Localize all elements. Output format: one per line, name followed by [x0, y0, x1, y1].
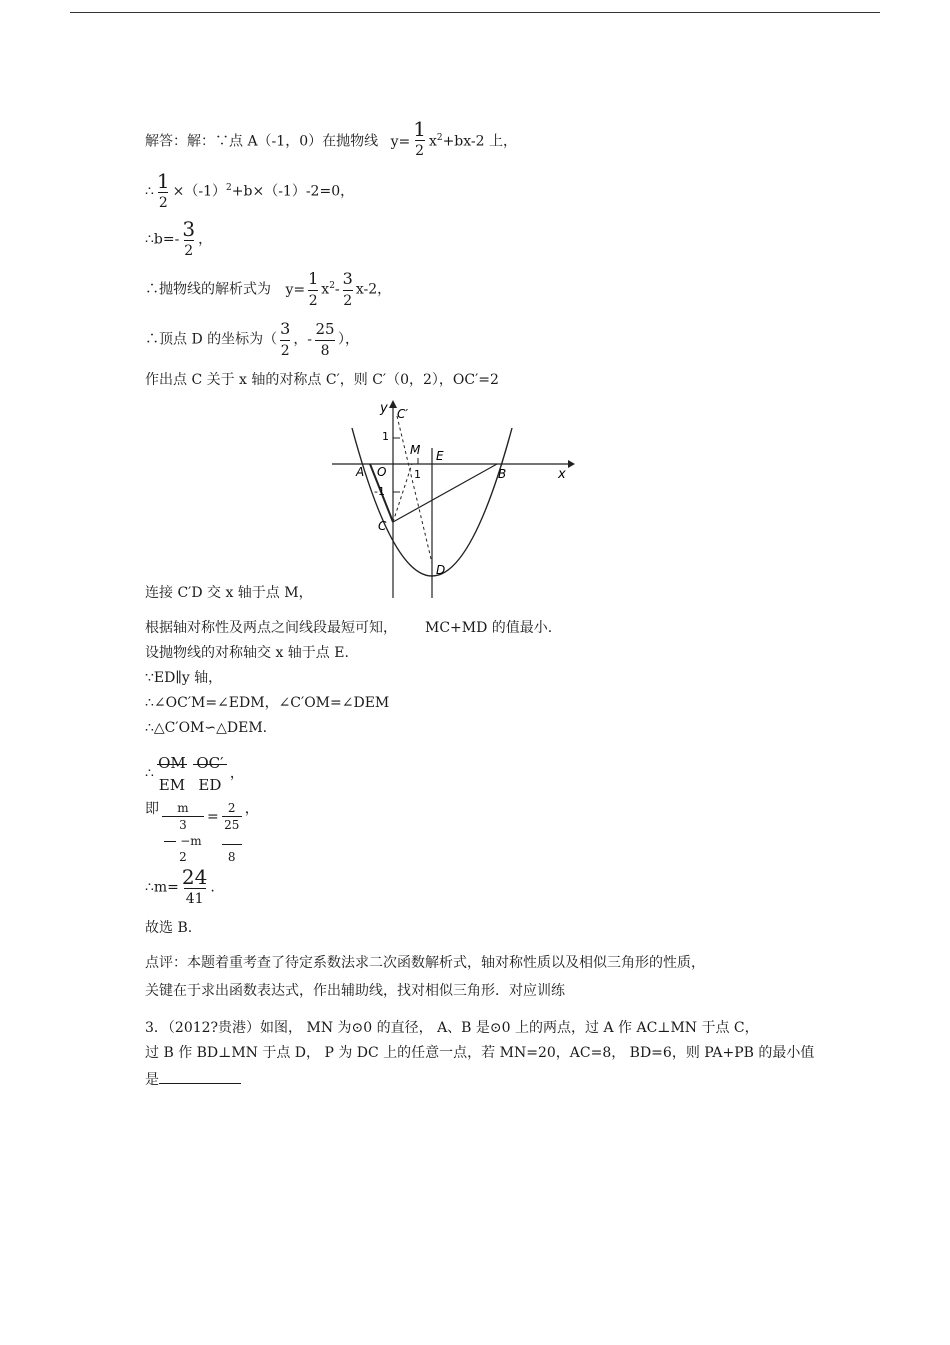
numerator: 1 [156, 169, 170, 193]
answer-blank[interactable] [159, 1069, 241, 1084]
numerator: 3 [280, 319, 291, 338]
line-2 [145, 170, 354, 213]
fraction [193, 752, 227, 795]
denominator [222, 817, 242, 865]
line-8 [145, 619, 552, 637]
text: - [334, 281, 340, 298]
text: . [210, 879, 215, 896]
denominator: 2 [280, 343, 290, 359]
fraction [182, 218, 195, 261]
fraction [343, 268, 353, 311]
numerator: 25 [315, 320, 335, 338]
fraction [157, 752, 187, 795]
text: −m [180, 834, 202, 848]
line-9: 设抛物线的对称轴交 x 轴于点 E. [145, 645, 349, 661]
text: ， [244, 801, 259, 817]
inner-numerator: 25 [224, 818, 240, 832]
text: y= [285, 281, 306, 298]
denominator: 41 [185, 891, 204, 907]
text: ， [198, 231, 213, 248]
line-11: ∴∠OC′M=∠EDM，∠C′OM=∠DEM [145, 695, 390, 711]
text: +bx-2 上， [442, 133, 518, 150]
line-1 [145, 117, 518, 163]
text: 是 [145, 1072, 159, 1088]
denominator: 2 [308, 293, 318, 309]
line-18: 关键在于求出函数表达式，作出辅助线，找对相似三角形．对应训练 [145, 983, 565, 999]
label-x: x [558, 467, 566, 482]
parabola-figure [330, 396, 575, 601]
top-rule [70, 12, 880, 13]
label-m: M [410, 443, 421, 457]
text: x [428, 133, 437, 150]
text: x-2， [355, 281, 392, 298]
text: ∴m= [145, 879, 179, 896]
text: ∴顶点 D 的坐标为（ [145, 331, 278, 348]
line-19: 3．（2012?贵港）如图， MN 为⊙0 的直径， A、B 是⊙0 上的两点，过 A 作 AC⊥MN 于点 C， [145, 1020, 759, 1036]
inner-denominator: 8 [227, 850, 236, 864]
denominator [162, 817, 204, 865]
fraction [157, 170, 170, 213]
text: x [321, 281, 330, 298]
label-a: A [356, 465, 365, 479]
inner-fraction-bar [222, 844, 242, 845]
inner-denominator: 2 [179, 850, 187, 864]
line-20: 过 B 作 BD⊥MN 于点 D， P 为 DC 上的任意一点，若 MN=20，AC=8， BD=6，则 PA+PB 的最小值 [145, 1045, 815, 1061]
text: ，- [293, 331, 313, 348]
line-16: 故选 B. [145, 920, 193, 936]
numerator: 24 [181, 865, 208, 889]
numerator: 1 [308, 269, 319, 288]
line-14 [145, 800, 259, 865]
segment-cb [393, 464, 497, 522]
line-12: ∴△C′OM∽△DEM. [145, 720, 268, 736]
text: 根据轴对称性及两点之间线段最短可知， [145, 620, 397, 636]
text: ∴抛物线的解析式为 [145, 281, 271, 298]
therefore-symbol: ∴ [145, 183, 154, 200]
numerator: 3 [342, 269, 353, 288]
label-b: B [498, 467, 507, 481]
numerator: 2 [227, 801, 236, 815]
numerator: OC′ [196, 754, 224, 772]
fraction [162, 800, 204, 865]
text: = [207, 809, 219, 825]
denominator: 2 [415, 143, 425, 159]
fraction [222, 800, 242, 865]
text: 解答：解：∵点 A（-1，0）在抛物线 [145, 133, 379, 150]
label-c: C [378, 519, 387, 533]
label-one-x: 1 [414, 468, 421, 481]
line-13 [145, 752, 244, 795]
fraction [315, 318, 335, 361]
label-o: O [377, 465, 387, 479]
fraction [182, 866, 207, 909]
label-c-prime: C′ [397, 407, 409, 421]
line-6: 作出点 C 关于 x 轴的对称点 C′，则 C′（0，2），OC′=2 [145, 372, 499, 388]
y-axis-arrow [389, 400, 397, 408]
label-e: E [436, 449, 444, 463]
line-15 [145, 866, 215, 909]
label-neg-one: -1 [374, 485, 385, 498]
denominator: 2 [158, 195, 168, 211]
x-axis-arrow [568, 460, 575, 468]
denominator: 2 [343, 293, 353, 309]
line-4 [145, 268, 391, 311]
denominator: ED [198, 776, 222, 794]
numerator: OM [158, 754, 186, 772]
numerator: m [177, 801, 189, 815]
label-one-y: 1 [382, 430, 389, 443]
denominator: 2 [184, 243, 194, 259]
numerator: 1 [413, 117, 426, 141]
therefore-symbol: ∴ [145, 765, 154, 782]
line-10: ∵ED∥y 轴， [145, 670, 223, 686]
fraction [413, 118, 426, 161]
superscript: 2 [226, 182, 232, 193]
line-3 [145, 218, 212, 261]
text: 即 [145, 801, 159, 817]
fraction [308, 268, 318, 311]
text: MC+MD 的值最小. [425, 620, 553, 636]
text: ∴b=- [145, 231, 180, 248]
numerator: 3 [182, 217, 196, 241]
superscript: 2 [329, 280, 335, 291]
label-y: y [380, 401, 388, 416]
text: +b×（-1）-2=0， [231, 183, 355, 200]
inner-fraction-bar [164, 841, 176, 842]
fraction [280, 318, 290, 361]
inner-numerator: 3 [179, 818, 187, 832]
line-7: 连接 C′D 交 x 轴于点 M， [145, 585, 313, 601]
denominator: EM [158, 776, 186, 794]
line-21 [145, 1069, 241, 1089]
superscript: 2 [436, 132, 443, 143]
text: ）， [338, 331, 360, 348]
text: ×（-1） [172, 183, 227, 200]
line-17: 点评：本题着重考查了待定系数法求二次函数解析式，轴对称性质以及相似三角形的性质， [145, 955, 705, 971]
text: ， [229, 765, 244, 782]
segment-c-prime-d [397, 416, 432, 563]
text: y= [390, 133, 411, 150]
denominator: 8 [320, 343, 330, 359]
line-5 [145, 318, 359, 361]
label-d: D [436, 563, 446, 577]
